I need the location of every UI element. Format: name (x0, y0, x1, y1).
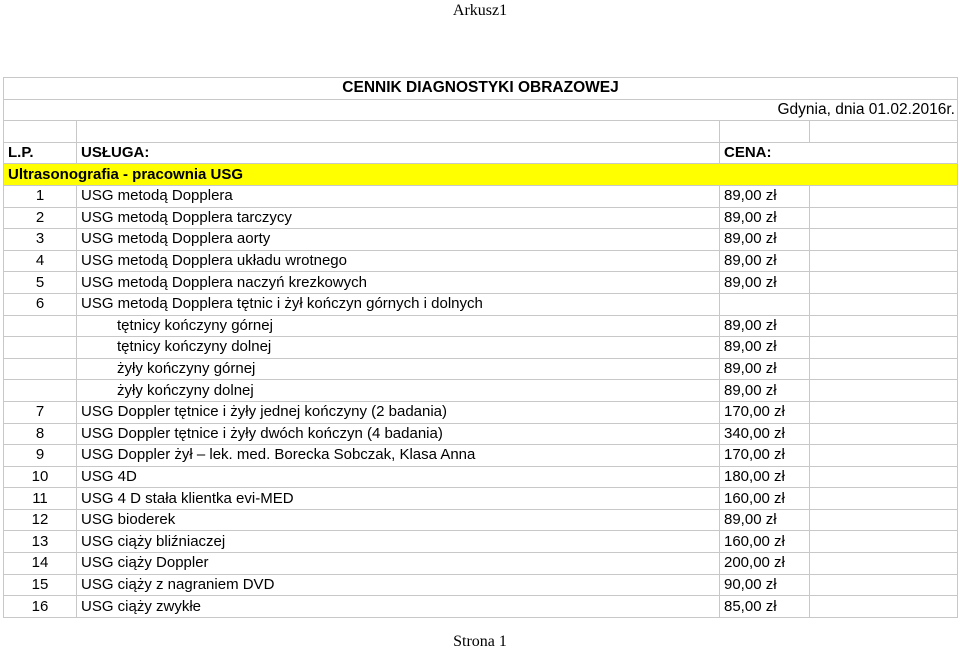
row-service: USG ciąży bliźniaczej (77, 531, 720, 553)
row-number: 7 (4, 401, 77, 423)
row-price: 160,00 zł (720, 531, 810, 553)
row-spacer (810, 229, 958, 251)
row-price: 89,00 zł (720, 509, 810, 531)
row-spacer (810, 272, 958, 294)
row-price: 180,00 zł (720, 466, 810, 488)
row-service: USG metodą Dopplera układu wrotnego (77, 250, 720, 272)
table-row (4, 380, 958, 402)
price-list-table (3, 77, 958, 618)
table-row (4, 358, 958, 380)
row-price (720, 293, 810, 315)
row-number: 9 (4, 445, 77, 467)
row-number (4, 337, 77, 359)
row-price: 89,00 zł (720, 315, 810, 337)
row-price: 89,00 zł (720, 337, 810, 359)
row-service: tętnicy kończyny dolnej (77, 337, 720, 359)
table-row (4, 466, 958, 488)
row-spacer (810, 445, 958, 467)
row-number: 16 (4, 596, 77, 618)
row-price: 200,00 zł (720, 553, 810, 575)
row-service: USG metodą Dopplera tarczycy (77, 207, 720, 229)
title-row (4, 78, 958, 100)
row-number: 3 (4, 229, 77, 251)
row-spacer (810, 337, 958, 359)
table-row (4, 229, 958, 251)
table-row (4, 574, 958, 596)
table-row (4, 207, 958, 229)
row-price: 85,00 zł (720, 596, 810, 618)
row-spacer (810, 466, 958, 488)
row-number: 5 (4, 272, 77, 294)
section-row (4, 164, 958, 186)
row-price: 89,00 zł (720, 250, 810, 272)
row-price: 170,00 zł (720, 401, 810, 423)
row-number: 13 (4, 531, 77, 553)
table-row (4, 445, 958, 467)
row-spacer (810, 553, 958, 575)
row-price: 170,00 zł (720, 445, 810, 467)
row-number: 11 (4, 488, 77, 510)
row-number: 2 (4, 207, 77, 229)
row-price: 90,00 zł (720, 574, 810, 596)
table-row (4, 250, 958, 272)
row-price: 89,00 zł (720, 207, 810, 229)
table-row (4, 553, 958, 575)
empty-row (4, 121, 958, 143)
row-spacer (810, 250, 958, 272)
row-spacer (810, 423, 958, 445)
row-spacer (810, 185, 958, 207)
document-date: Gdynia, dnia 01.02.2016r. (4, 99, 958, 121)
row-price: 89,00 zł (720, 380, 810, 402)
row-number: 4 (4, 250, 77, 272)
row-spacer (810, 293, 958, 315)
row-spacer (810, 509, 958, 531)
table-row (4, 509, 958, 531)
header-lp: L.P. (4, 142, 77, 164)
table-row (4, 185, 958, 207)
table-row (4, 423, 958, 445)
row-price: 89,00 zł (720, 272, 810, 294)
header-row (4, 142, 958, 164)
row-number (4, 380, 77, 402)
row-spacer (810, 401, 958, 423)
row-number: 8 (4, 423, 77, 445)
row-price: 89,00 zł (720, 185, 810, 207)
section-title: Ultrasonografia - pracownia USG (4, 164, 958, 186)
row-price: 89,00 zł (720, 358, 810, 380)
row-spacer (810, 207, 958, 229)
row-service: USG metodą Dopplera aorty (77, 229, 720, 251)
row-number (4, 315, 77, 337)
sheet-name: Arkusz1 (452, 2, 508, 19)
table-row (4, 531, 958, 553)
table-row (4, 596, 958, 618)
row-number: 1 (4, 185, 77, 207)
row-number: 15 (4, 574, 77, 596)
table-row (4, 293, 958, 315)
document-title: CENNIK DIAGNOSTYKI OBRAZOWEJ (4, 78, 958, 100)
row-spacer (810, 315, 958, 337)
row-number: 12 (4, 509, 77, 531)
table-row (4, 488, 958, 510)
row-price: 340,00 zł (720, 423, 810, 445)
row-number: 6 (4, 293, 77, 315)
row-service: żyły kończyny górnej (77, 358, 720, 380)
row-spacer (810, 380, 958, 402)
row-service: USG ciąży zwykłe (77, 596, 720, 618)
table-row (4, 315, 958, 337)
row-service: tętnicy kończyny górnej (77, 315, 720, 337)
table-row (4, 337, 958, 359)
row-price: 160,00 zł (720, 488, 810, 510)
row-service: żyły kończyny dolnej (77, 380, 720, 402)
row-service: USG 4 D stała klientka evi-MED (77, 488, 720, 510)
row-service: USG bioderek (77, 509, 720, 531)
row-number: 10 (4, 466, 77, 488)
row-spacer (810, 574, 958, 596)
page-footer: Strona 1 (453, 633, 507, 650)
row-service: USG ciąży Doppler (77, 553, 720, 575)
row-service: USG ciąży z nagraniem DVD (77, 574, 720, 596)
row-spacer (810, 531, 958, 553)
row-service: USG metodą Dopplera (77, 185, 720, 207)
row-price: 89,00 zł (720, 229, 810, 251)
row-number: 14 (4, 553, 77, 575)
row-service: USG metodą Dopplera naczyń krezkowych (77, 272, 720, 294)
table-row (4, 272, 958, 294)
row-service: USG 4D (77, 466, 720, 488)
header-service: USŁUGA: (77, 142, 720, 164)
row-number (4, 358, 77, 380)
row-service: USG Doppler tętnice i żyły dwóch kończyn (4 badania) (77, 423, 720, 445)
row-spacer (810, 596, 958, 618)
row-service: USG metodą Dopplera tętnic i żył kończyn górnych i dolnych (77, 293, 720, 315)
row-spacer (810, 358, 958, 380)
row-service: USG Doppler tętnice i żyły jednej kończyny (2 badania) (77, 401, 720, 423)
table-row (4, 401, 958, 423)
row-spacer (810, 488, 958, 510)
row-service: USG Doppler żył – lek. med. Borecka Sobczak, Klasa Anna (77, 445, 720, 467)
date-row (4, 99, 958, 121)
header-price: CENA: (720, 142, 958, 164)
